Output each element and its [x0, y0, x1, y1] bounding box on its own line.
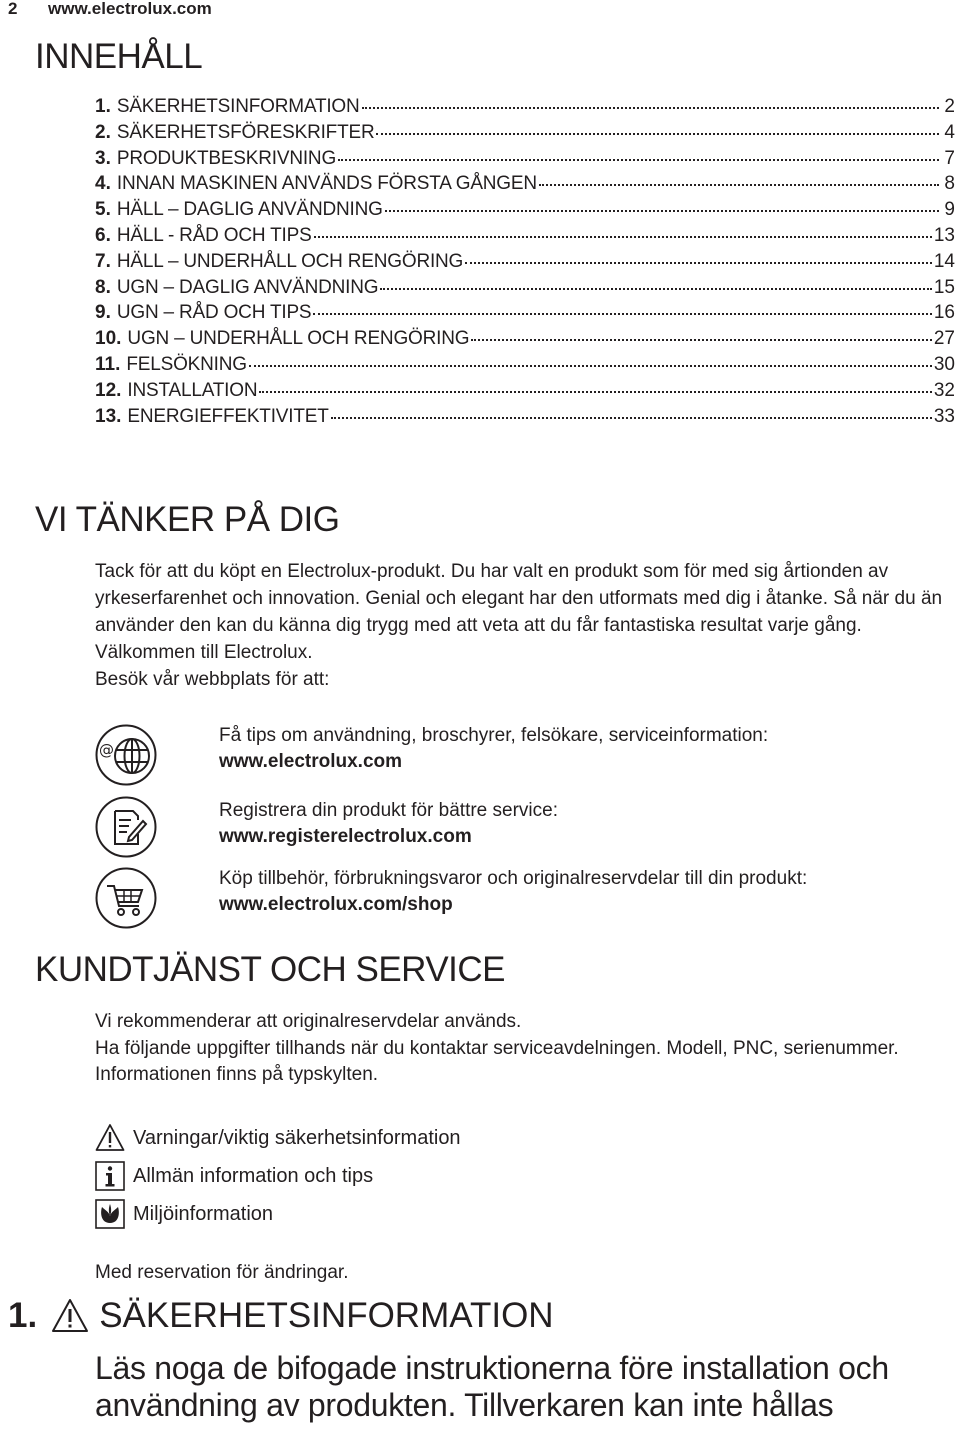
toc-item-number: 12. [95, 379, 122, 401]
section-heading-1 [8, 1296, 554, 1336]
toc-item-title: SÄKERHETSINFORMATION [116, 96, 360, 117]
page-header [8, 0, 212, 19]
toc-item[interactable] [95, 146, 955, 172]
toc-item-number: 9. [95, 302, 111, 324]
web-link-description: Registrera din produkt för bättre service: [219, 800, 558, 821]
web-link-url[interactable]: www.registerelectrolux.com [219, 826, 472, 847]
safety-lead-text: Läs noga de bifogade instruktionerna före installation och användning av produkten. Tillverkaren kan inte hållas [95, 1350, 889, 1423]
cart-icon [95, 867, 157, 929]
toc-item-title: INSTALLATION [127, 379, 258, 401]
web-link-register [95, 796, 935, 866]
toc-item[interactable] [95, 404, 955, 430]
toc-item-title: UGN – DAGLIG ANVÄNDNING [116, 276, 379, 298]
toc-item[interactable] [95, 275, 955, 301]
toc-item-page: 7 [944, 147, 955, 169]
toc-leader [314, 236, 932, 238]
toc-item-title: FELSÖKNING [126, 353, 247, 375]
globe-icon [95, 724, 157, 786]
intro-paragraph: Tack för att du köpt en Electrolux-produkt. Du har valt en produkt som för med sig årtionden av yrkeserfarenhet och innovation. Genial och elegant har den utformats med dig i åtanke. Så när du än använder den kan du känna dig trygg med att veta att du får fantastiska resultat varje gång. [95, 561, 943, 636]
toc-leader [376, 133, 939, 135]
svg-text:@: @ [99, 741, 114, 759]
toc-item[interactable] [95, 300, 955, 326]
visit-line: Besök vår webbplats för att: [95, 669, 330, 690]
toc-item-title: HÄLL - RÅD OCH TIPS [116, 224, 312, 246]
toc-item-page: 9 [944, 199, 955, 221]
toc-item-number: 11. [95, 353, 121, 375]
toc-item-page: 16 [933, 302, 955, 324]
welcome-line: Välkommen till Electrolux. [95, 642, 313, 663]
toc-item-title: HÄLL – UNDERHÅLL OCH RENGÖRING [116, 250, 464, 272]
toc-item-title: ENERGIEFFEKTIVITET [127, 405, 329, 427]
toc-title: INNEHÅLL [35, 37, 203, 76]
toc-item[interactable] [95, 378, 955, 404]
reservation-note: Med reservation för ändringar. [95, 1262, 349, 1283]
intro-text [95, 558, 945, 693]
warning-icon [95, 1123, 125, 1153]
web-link-url[interactable]: www.electrolux.com [219, 751, 403, 772]
section-title-kundtjanst: KUNDTJÄNST OCH SERVICE [35, 950, 506, 989]
section-title-vi-tanker: VI TÄNKER PÅ DIG [35, 500, 340, 539]
web-link-shop [95, 867, 935, 937]
toc-leader [465, 262, 932, 264]
toc-item-number: 5. [95, 199, 111, 221]
toc-leader [338, 159, 939, 161]
toc-item-title: SÄKERHETSFÖRESKRIFTER [116, 121, 375, 143]
toc-item-title: UGN – RÅD OCH TIPS [116, 302, 312, 324]
toc-leader [249, 365, 932, 367]
toc-item-title: PRODUKTBESKRIVNING [116, 147, 337, 169]
web-link-description: Köp tillbehör, förbrukningsvaror och originalreservdelar till din produkt: [219, 868, 808, 889]
toc-item[interactable] [95, 120, 955, 146]
toc-item-number: 13. [95, 405, 122, 427]
toc-item-page: 2 [944, 96, 955, 117]
toc-item-number: 1. [95, 96, 111, 117]
legend-label: Allmän information och tips [133, 1164, 374, 1187]
toc-leader [471, 339, 932, 341]
toc-item-page: 27 [933, 328, 955, 350]
toc-item[interactable] [95, 171, 955, 197]
section-title: SÄKERHETSINFORMATION [99, 1296, 554, 1335]
warning-icon [51, 1298, 89, 1334]
toc-leader [331, 417, 932, 419]
toc-leader [313, 313, 931, 315]
toc-leader [362, 107, 939, 109]
toc-item-page: 13 [933, 224, 955, 246]
toc-item-title: HÄLL – DAGLIG ANVÄNDNING [116, 199, 383, 221]
toc-leader [259, 391, 932, 393]
section-number: 1. [8, 1296, 38, 1335]
service-line: Vi rekommenderar att originalreservdelar används. [95, 1011, 522, 1032]
toc-item-page: 15 [933, 276, 955, 298]
web-link-description: Få tips om användning, broschyrer, felsökare, serviceinformation: [219, 725, 769, 746]
toc-item[interactable] [95, 326, 955, 352]
toc-item-number: 10. [95, 328, 122, 350]
toc-item[interactable] [95, 249, 955, 275]
legend-label: Miljöinformation [133, 1202, 274, 1225]
service-line: Ha följande uppgifter tillhands när du kontaktar serviceavdelningen. Modell, PNC, serienummer. [95, 1037, 899, 1059]
toc-item[interactable] [95, 352, 955, 378]
service-text [95, 1009, 945, 1089]
service-line: Informationen finns på typskylten. [95, 1064, 379, 1085]
toc-item-page: 14 [933, 250, 955, 272]
toc-item-page: 32 [933, 379, 955, 401]
toc-item-page: 30 [933, 353, 955, 375]
toc-item-page: 4 [944, 121, 955, 143]
toc-item-number: 4. [95, 173, 111, 195]
toc-leader [539, 184, 939, 186]
toc-item-page: 8 [944, 173, 955, 195]
legend-environment [95, 1199, 273, 1229]
info-icon [95, 1161, 125, 1191]
legend-info [95, 1161, 373, 1191]
toc-item[interactable] [95, 94, 955, 120]
toc-item-title: INNAN MASKINEN ANVÄNDS FÖRSTA GÅNGEN [116, 173, 537, 195]
toc-item-page: 33 [933, 405, 955, 427]
toc-item-number: 7. [95, 250, 111, 272]
toc-item-number: 8. [95, 276, 111, 298]
toc-item[interactable] [95, 223, 955, 249]
web-link-url[interactable]: www.electrolux.com/shop [219, 894, 453, 915]
web-link-tips [95, 724, 935, 794]
toc-leader [380, 288, 932, 290]
toc-item-number: 6. [95, 224, 111, 246]
toc-item-number: 2. [95, 121, 111, 143]
toc-item-title: UGN – UNDERHÅLL OCH RENGÖRING [127, 328, 470, 350]
page-number: 2 [8, 0, 18, 18]
toc-item[interactable] [95, 197, 955, 223]
site-url[interactable]: www.electrolux.com [48, 0, 212, 18]
toc-leader [385, 210, 939, 212]
toc-item-number: 3. [95, 147, 111, 169]
register-icon [95, 796, 157, 858]
table-of-contents [95, 94, 955, 429]
environment-icon [95, 1199, 125, 1229]
legend-warning [95, 1123, 461, 1153]
legend-label: Varningar/viktig säkerhetsinformation [133, 1126, 461, 1149]
